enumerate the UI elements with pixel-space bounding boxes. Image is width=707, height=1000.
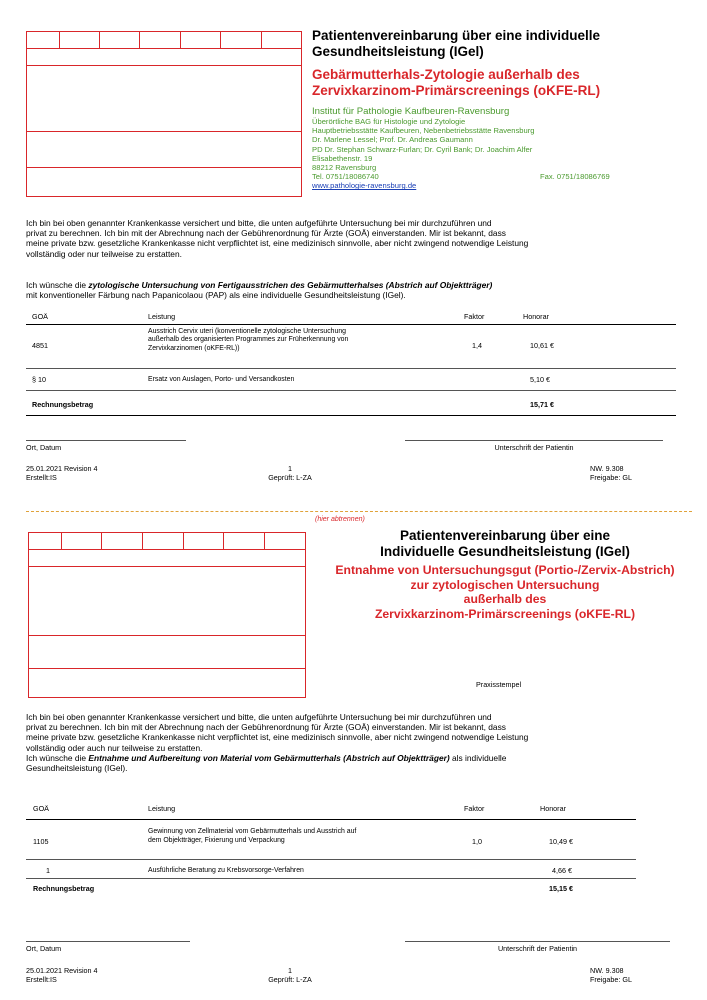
row-goa: 1 bbox=[46, 866, 50, 875]
footer-checked: Geprüft: L-ZA bbox=[268, 975, 312, 984]
insurance-box-1[interactable] bbox=[26, 31, 302, 197]
table-header-leistung: Leistung bbox=[148, 312, 176, 321]
wish-line: mit konventioneller Färbung nach Papanicolaou (PAP) als eine individuelle Gesundheitsleistung (IGel). bbox=[26, 290, 406, 301]
form-1-title-line1: Patientenvereinbarung über eine individuelle bbox=[312, 28, 601, 43]
total-rule bbox=[26, 415, 676, 416]
row-honorar: 5,10 € bbox=[530, 375, 550, 384]
wish-suffix: als individuelle bbox=[449, 752, 507, 763]
place-date-line[interactable] bbox=[26, 440, 186, 441]
signature-label: Unterschrift der Patientin bbox=[494, 443, 574, 452]
form-1-subtitle-line2: Zervixkarzinom-Primärscreenings (oKFE-RL) bbox=[312, 83, 601, 98]
form-1-consent-text bbox=[26, 218, 696, 259]
signature-label: Unterschrift der Patientin bbox=[497, 944, 578, 953]
form-2-subtitle-line: Zervixkarzinom-Primärscreenings (oKFE-RL) bbox=[374, 606, 636, 621]
footer-nw: NW. 9.308 bbox=[590, 966, 624, 975]
form-1-footer bbox=[26, 464, 676, 484]
consent-line: Ich bin bei oben genannter Krankenkasse versichert und bitte, die unten aufgeführte Untersuchung bei mir durchzuführen und bbox=[26, 218, 492, 228]
leistung-line: dem Objektträger, Fixierung und Verpackung bbox=[148, 836, 285, 844]
leistung-line: Ausstrich Cervix uteri (konventionelle zytologische Untersuchung bbox=[148, 328, 347, 335]
row-leistung bbox=[148, 328, 448, 353]
institute-fax: Fax. 0751/18086769 bbox=[540, 172, 610, 182]
form-2-subtitle-line: Entnahme von Untersuchungsgut (Portio-/Zervix-Abstrich) bbox=[335, 563, 675, 577]
row-goa: § 10 bbox=[32, 375, 46, 384]
footer-page: 1 bbox=[288, 966, 292, 975]
insurance-box-1-row-line bbox=[26, 48, 302, 49]
row-rule bbox=[26, 368, 676, 369]
insurance-box-1-row-line bbox=[26, 167, 302, 168]
cut-hint: (hier abtrennen) bbox=[315, 516, 365, 523]
row-rule bbox=[26, 859, 636, 860]
consent-line: privat zu berechnen. Ich bin mit der Abrechnung nach der Gebührenordnung für Ärzte (GOÄ) einverstanden. Mir ist bekannt, dass bbox=[26, 228, 506, 239]
insurance-box-2-cell-line bbox=[101, 532, 102, 549]
table-row bbox=[26, 866, 636, 878]
table-header-goa: GOÄ bbox=[32, 312, 48, 321]
table-row bbox=[26, 375, 676, 387]
footer-date-rev: 25.01.2021 Revision 4 bbox=[26, 464, 98, 473]
row-rule bbox=[26, 878, 636, 879]
place-date-label: Ort, Datum bbox=[26, 443, 62, 452]
insurance-box-2-cell-line bbox=[61, 532, 62, 549]
leistung-line: Zervixkarzinomen (oKFE-RL)) bbox=[148, 344, 240, 352]
row-faktor: 1,0 bbox=[472, 837, 482, 846]
table-total-row bbox=[26, 400, 676, 412]
cut-line bbox=[26, 511, 692, 512]
insurance-box-2-row-line bbox=[28, 566, 306, 567]
total-label: Rechnungsbetrag bbox=[33, 884, 95, 893]
row-leistung bbox=[148, 828, 458, 845]
table-header-faktor: Faktor bbox=[464, 804, 485, 813]
wish-bold: Entnahme und Aufbereitung von Material vom Gebärmutterhals (Abstrich auf Objektträger) bbox=[88, 752, 450, 763]
row-rule bbox=[26, 390, 676, 391]
insurance-box-1-row-line bbox=[26, 65, 302, 66]
table-header-leistung: Leistung bbox=[148, 804, 176, 813]
table-header-rule bbox=[26, 324, 676, 325]
signature-line[interactable] bbox=[405, 440, 663, 441]
insurance-box-1-row-line bbox=[26, 131, 302, 132]
wish-prefix: Ich wünsche die bbox=[26, 752, 89, 763]
institute-name: Institut für Pathologie Kaufbeuren-Ravensburg bbox=[312, 106, 510, 117]
footer-date-rev: 25.01.2021 Revision 4 bbox=[26, 966, 98, 975]
insurance-box-2-row-line bbox=[28, 635, 306, 636]
form-1-title bbox=[312, 28, 702, 60]
institute-contact bbox=[312, 172, 702, 181]
practice-stamp-label: Praxisstempel bbox=[476, 680, 522, 689]
consent-line: meine private bzw. gesetzliche Krankenkasse nicht verpflichtet ist, eine medizinisch sinnvolle, aber nicht zwingend notwendige Leistung bbox=[26, 238, 529, 249]
insurance-box-1-cell-line bbox=[99, 31, 100, 48]
table-header-honorar: Honorar bbox=[540, 804, 566, 813]
footer-created: Erstellt:IS bbox=[26, 975, 57, 984]
leistung-line: Gewinnung von Zellmaterial vom Gebärmutterhals und Ausstrich auf bbox=[148, 828, 357, 835]
consent-line: meine private bzw. gesetzliche Krankenkasse nicht verpflichtet ist, eine medizinisch sinnvolle, aber nicht zwingend notwendige Leistung bbox=[26, 732, 529, 743]
institute-line: Überörtliche BAG für Histologie und Zytologie bbox=[312, 117, 466, 126]
institute-line: Hauptbetriebsstätte Kaufbeuren, Nebenbetriebsstätte Ravensburg bbox=[312, 126, 535, 136]
institute-block bbox=[312, 106, 702, 191]
form-2-footer bbox=[26, 966, 676, 986]
table-header-honorar: Honorar bbox=[523, 312, 549, 321]
form-1-title-line2: Gesundheitsleistung (IGel) bbox=[312, 44, 484, 59]
table-row bbox=[26, 328, 676, 368]
form-2-subtitle bbox=[315, 563, 695, 621]
row-honorar: 10,49 € bbox=[549, 837, 573, 846]
footer-created: Erstellt:IS bbox=[26, 473, 57, 482]
insurance-box-1-cell-line bbox=[220, 31, 221, 48]
place-date-line[interactable] bbox=[26, 941, 190, 942]
form-2-title-line2: Individuelle Gesundheitsleistung (IGel) bbox=[380, 544, 630, 559]
footer-release: Freigabe: GL bbox=[590, 473, 632, 482]
consent-line: vollständig oder nur teilweise zu erstatten. bbox=[26, 248, 182, 259]
footer-release: Freigabe: GL bbox=[590, 975, 632, 984]
row-honorar: 10,61 € bbox=[530, 341, 554, 350]
institute-line: Dr. Marlene Lessel; Prof. Dr. Andreas Gaumann bbox=[312, 135, 473, 145]
place-date-label: Ort, Datum bbox=[26, 944, 62, 953]
consent-line: privat zu berechnen. Ich bin mit der Abrechnung nach der Gebührenordnung für Ärzte (GOÄ) einverstanden. Mir ist bekannt, dass bbox=[26, 722, 506, 733]
form-2-subtitle-line: außerhalb des bbox=[463, 592, 547, 607]
row-faktor: 1,4 bbox=[472, 341, 482, 350]
signature-line[interactable] bbox=[405, 941, 670, 942]
wish-line bbox=[26, 280, 696, 290]
table-header-goa: GOÄ bbox=[33, 804, 49, 813]
wish-bold: zytologische Untersuchung von Fertigausstrichen des Gebärmutterhalses (Abstrich auf Objektträger) bbox=[88, 280, 493, 290]
form-2-table bbox=[26, 800, 636, 812]
consent-line: vollständig oder auch nur teilweise zu erstatten. bbox=[26, 742, 203, 753]
table-row bbox=[26, 828, 636, 852]
form-1-subtitle bbox=[312, 67, 702, 99]
total-value: 15,15 € bbox=[549, 884, 573, 893]
row-goa: 4851 bbox=[32, 341, 48, 350]
footer-checked: Geprüft: L-ZA bbox=[268, 473, 312, 482]
row-leistung: Ersatz von Auslagen, Porto- und Versandkosten bbox=[148, 376, 295, 383]
insurance-box-1-cell-line bbox=[139, 31, 140, 48]
form-1-subtitle-line1: Gebärmutterhals-Zytologie außerhalb des bbox=[312, 67, 580, 82]
insurance-box-2-cell-line bbox=[142, 532, 143, 549]
institute-tel: Tel. 0751/18086740 bbox=[312, 172, 379, 182]
form-2-subtitle-line: zur zytologischen Untersuchung bbox=[410, 577, 600, 592]
consent-line: Ich bin bei oben genannter Krankenkasse versichert und bitte, die unten aufgeführte Untersuchung bei mir durchzuführen und bbox=[26, 712, 492, 722]
insurance-box-2-cell-line bbox=[264, 532, 265, 549]
insurance-box-2-cell-line bbox=[223, 532, 224, 549]
table-header-faktor: Faktor bbox=[464, 312, 485, 321]
institute-website-link[interactable]: www.pathologie-ravensburg.de bbox=[312, 181, 417, 191]
form-2-consent-text bbox=[26, 712, 698, 773]
wish-line: Gesundheitsleistung (IGel). bbox=[26, 763, 128, 774]
form-2-title-line1: Patientenvereinbarung über eine bbox=[399, 528, 611, 543]
footer-nw: NW. 9.308 bbox=[590, 464, 624, 473]
institute-line: PD Dr. Stephan Schwarz-Furlan; Dr. Cyril Bank; Dr. Joachim Alfer bbox=[312, 144, 533, 154]
table-total-row bbox=[26, 884, 636, 896]
row-leistung: Ausführliche Beratung zu Krebsvorsorge-Verfahren bbox=[148, 867, 304, 874]
footer-page: 1 bbox=[288, 464, 292, 473]
insurance-box-1-cell-line bbox=[180, 31, 181, 48]
insurance-box-2[interactable] bbox=[28, 532, 306, 698]
row-goa: 1105 bbox=[33, 837, 49, 846]
institute-line: Elisabethenstr. 19 bbox=[312, 153, 373, 163]
leistung-line: außerhalb des organisierten Programmes zur Früherkennung von bbox=[148, 336, 349, 344]
form-2-title bbox=[315, 528, 695, 560]
insurance-box-2-cell-line bbox=[183, 532, 184, 549]
insurance-box-1-cell-line bbox=[261, 31, 262, 48]
insurance-box-2-row-line bbox=[28, 668, 306, 669]
wish-prefix: Ich wünsche die bbox=[26, 280, 89, 290]
institute-line: 88212 Ravensburg bbox=[312, 163, 377, 173]
wish-line bbox=[26, 753, 698, 763]
table-header-rule bbox=[26, 819, 636, 820]
total-value: 15,71 € bbox=[530, 400, 554, 409]
total-label: Rechnungsbetrag bbox=[32, 400, 94, 409]
insurance-box-2-row-line bbox=[28, 549, 306, 550]
insurance-box-1-cell-line bbox=[59, 31, 60, 48]
form-1-wish-text bbox=[26, 280, 696, 300]
row-honorar: 4,66 € bbox=[552, 866, 572, 875]
